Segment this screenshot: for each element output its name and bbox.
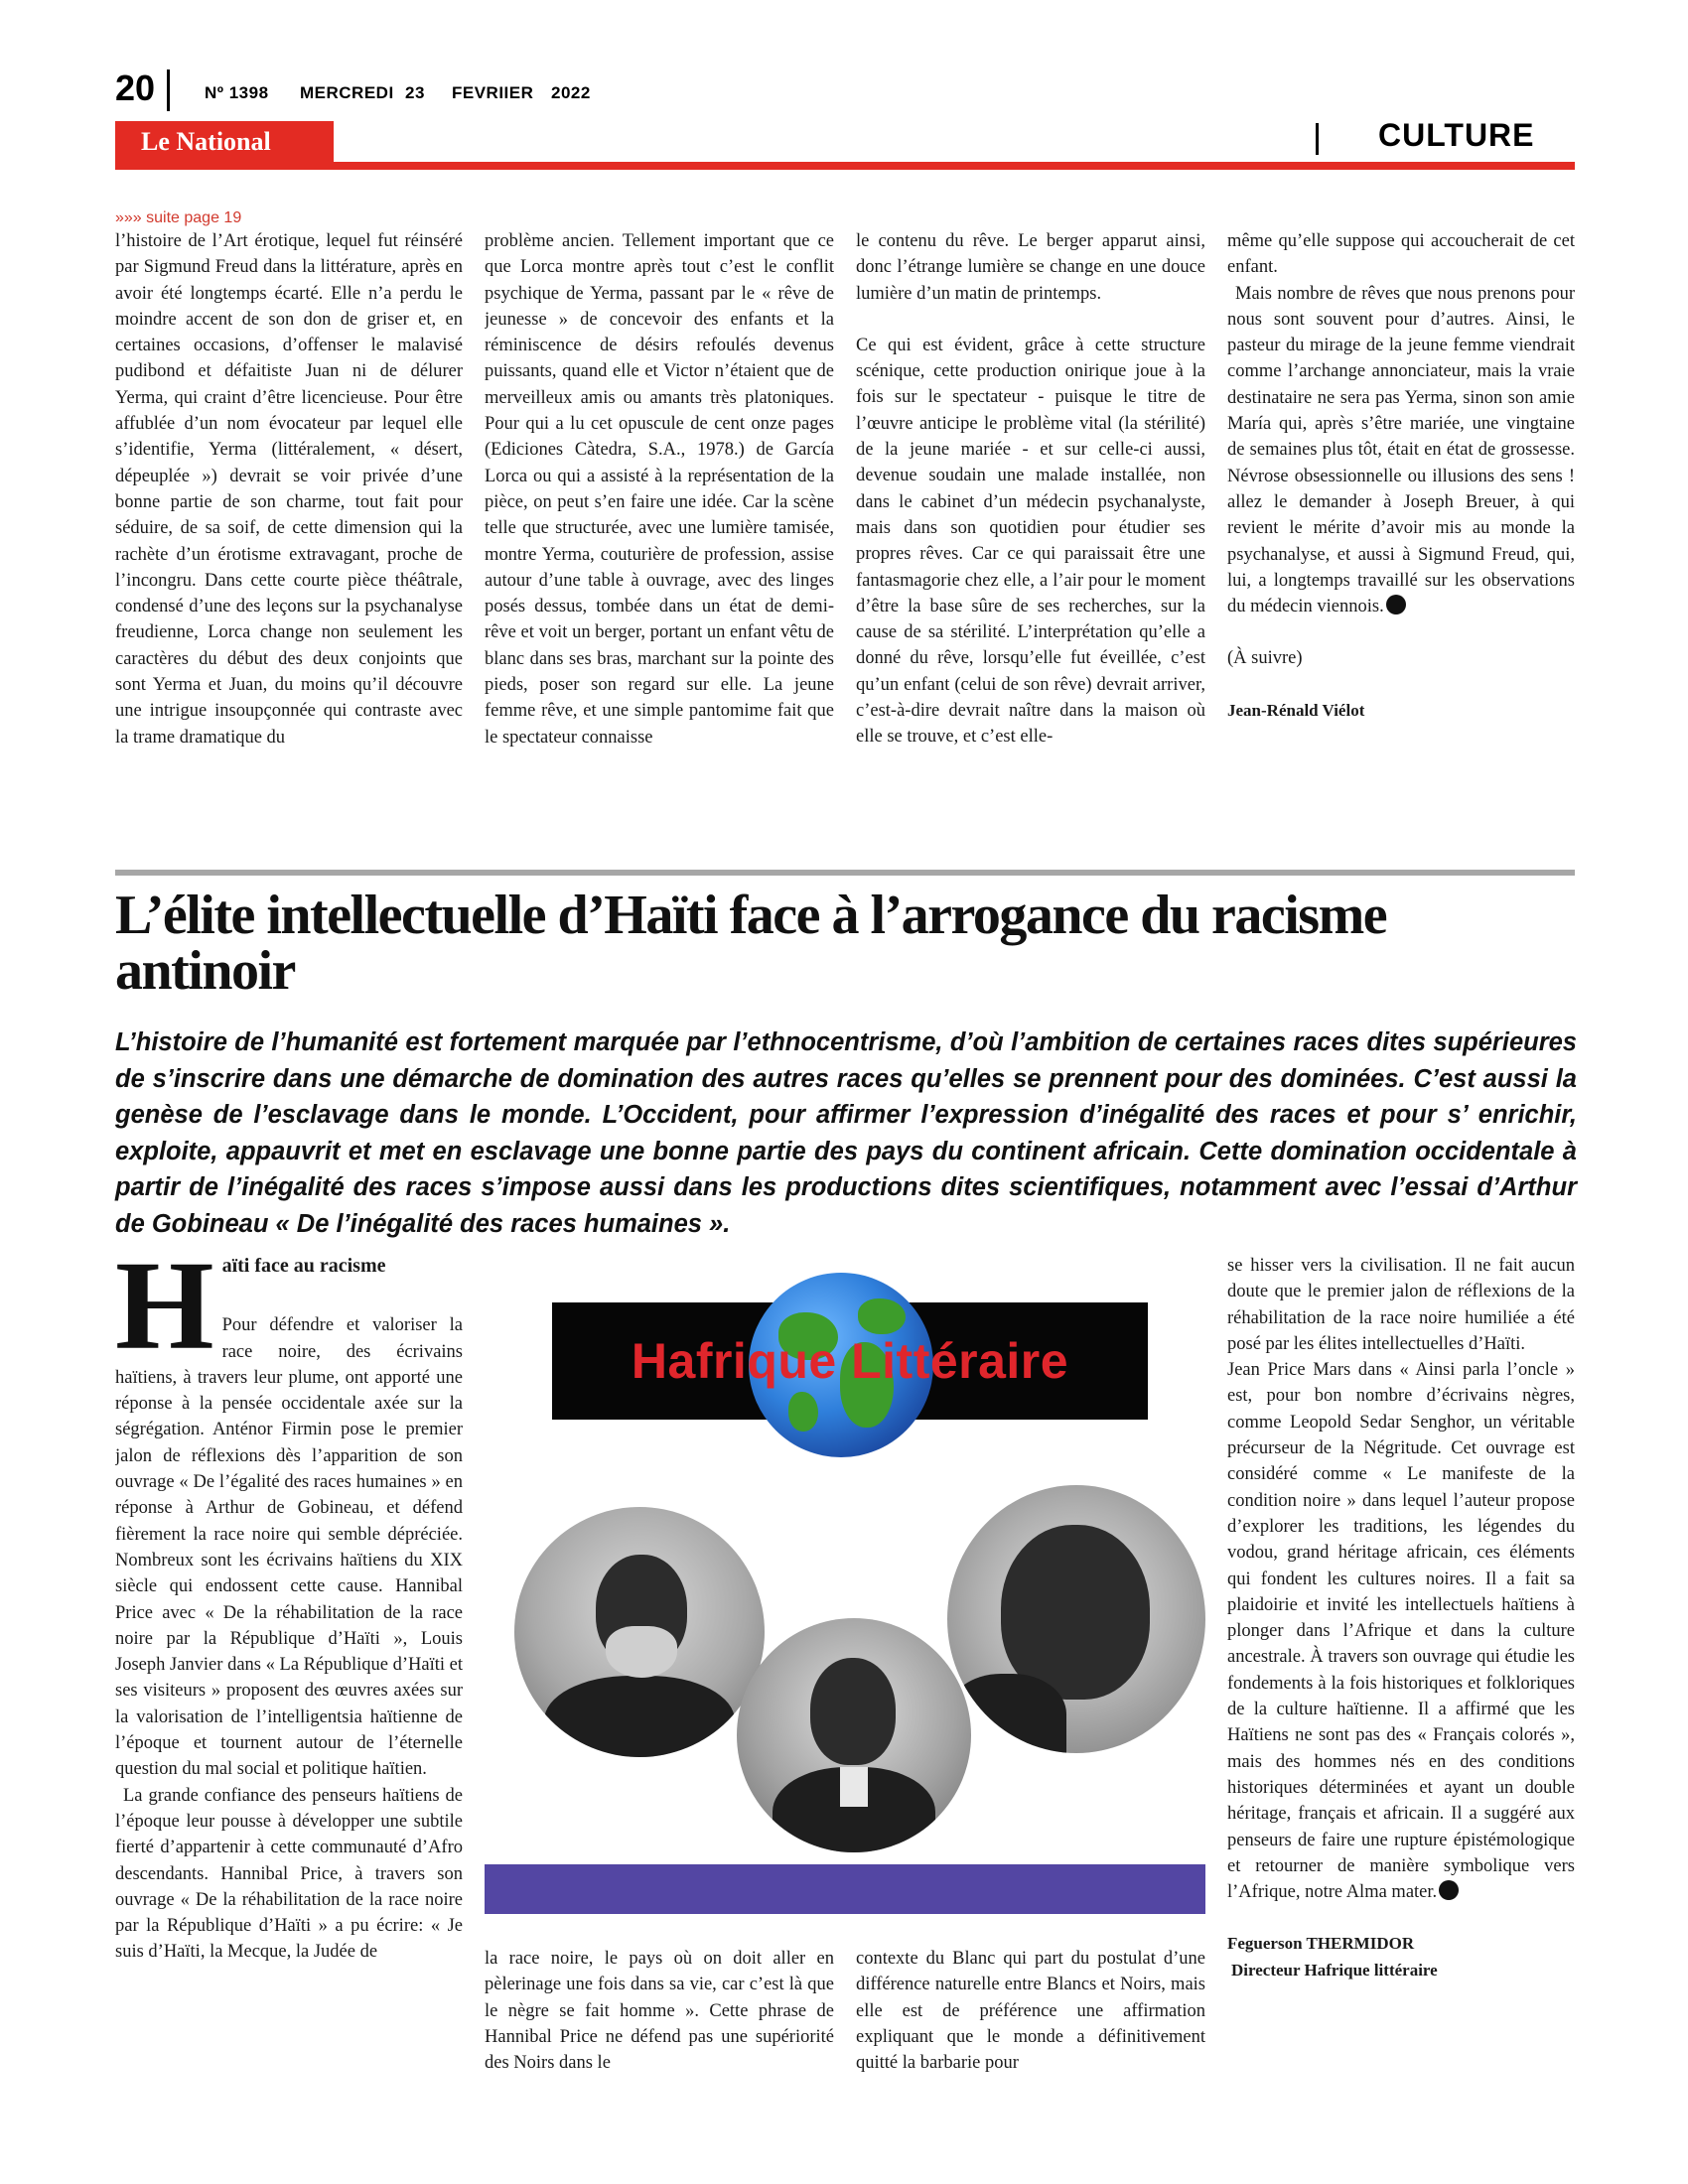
article-paragraph: se hisser vers la civilisation. Il ne fait aucun doute que le premier jalon de réflexions de la réhabilitation de la race noire humiliée a été posé par les élites intellectuelles d’Haïti.	[1227, 1256, 1575, 1354]
article-subhead: aïti face au racisme	[221, 1255, 386, 1277]
issue-number: Nº 1398	[205, 83, 269, 102]
continued-paragraph: l’histoire de l’Art érotique, lequel fut réinséré par Sigmund Freud dans la littérature, après en avoir été longtemps écarté. Elle n’a perdu le moindre accent de son don de griser et, en certaines occasions, d’offenser le malavisé pudibond et défaitiste Juan ni de délurer Yerma, qui craint d’être licencieuse. Pour être affublée d’un nom évocateur par lequel elle s’identifie, Yerma (littéralement, « désert, dépeuplée ») devrait se voir privée d’une bonne partie de son charme, tout fait pour séduire, de sa soif, de cette dimension qui la rachète d’un érotisme extravagant, proche de l’incongru. Dans cette courte pièce théâtrale, condensé d’une des leçons sur la psychanalyse freudienne, Lorca change non seulement les caractères du début des deux conjoints que sont Yerma et Juan, du moins qu’il découvre une intrigue insoupçonnée qui contraste avec la trame dramatique du	[115, 231, 463, 748]
continued-column-1	[115, 228, 463, 836]
article-paragraph: La grande confiance des penseurs haïtiens de l’époque leur pousse à développer une subtile fierté d’appartenir à cette communauté d’Afro descendants. Hannibal Price, à travers son ouvrage « De la réhabilitation de la race noire par la République d’Haïti » a pu écrire: « Je suis d’Haïti, la Mecque, la Judée de	[115, 1785, 463, 1963]
continued-paragraph: le contenu du rêve. Le berger apparut ainsi, donc l’étrange lumière se change en une douce lumière d’un matin de printemps.	[856, 231, 1205, 304]
continued-paragraph: même qu’elle suppose qui accoucherait de cet enfant.	[1227, 231, 1575, 278]
to-be-continued-note: (À suivre)	[1227, 648, 1303, 669]
end-of-article-icon	[1386, 595, 1406, 614]
issue-year: 2022	[551, 83, 591, 102]
article-paragraph: la race noire, le pays où on doit aller en pèlerinage une fois dans sa vie, car c’est là que le nègre se fait homme ». Cette phrase de Hannibal Price ne défend pas une supériorité des Noirs dans le	[485, 1949, 834, 2074]
article-headline: L’élite intellectuelle d’Haïti face à l’arrogance du racisme antinoir	[115, 885, 1387, 1002]
article-paragraph: contexte du Blanc qui part du postulat d’une différence naturelle entre Blancs et Noirs, mais elle est de préférence une affirmation expliquant que le monde a définitivement quitté la barbarie pour	[856, 1949, 1205, 2074]
article-column-3	[856, 1946, 1205, 2107]
continued-column-2	[485, 228, 834, 836]
issue-month: FEVRIIER	[452, 83, 534, 102]
article-illustration	[485, 1253, 1205, 1938]
end-of-article-icon	[1439, 1880, 1459, 1900]
portrait-left	[514, 1507, 765, 1757]
section-name: CULTURE	[1378, 117, 1535, 153]
page-number: 20	[115, 68, 156, 108]
article-author-title: Directeur Hafrique littéraire	[1231, 1960, 1438, 1979]
article-author: Feguerson THERMIDOR	[1227, 1934, 1415, 1954]
article-paragraph: Jean Price Mars dans « Ainsi parla l’oncle » est, pour bon nombre d’écrivains nègres, comme Leopold Sedar Senghor, un véritable précurseur de la Négritude. Cet ouvrage est considéré comme « Le manifeste de la condition noire » dans lequel l’auteur propose d’explorer les traditions, les légendes du vodou, grand héritage africain, ces éléments qui fondent les cultures noires. Il a fait sa plaidoirie et invité les intellectuels haïtiens à plonger dans l’Afrique et dans la culture ancestrale. À travers son ouvrage qui étudie les fondements à la fois historiques et folkloriques de la culture haïtienne. Il a affirmé que les Haïtiens ne sont pas des « Français colorés », mais des hommes nés en des conditions historiques déterminées et ayant un double héritage, français et africain. Il a suggéré aux penseurs de faire une rupture épistémologique et retourner de manière symbolique vers l’Afrique, notre Alma mater.	[1227, 1360, 1575, 1903]
article-paragraph: Pour défendre et valoriser la race noire, des écrivains haïtiens, à travers leur plume, ont apporté une réponse à la pensée occidentale axée sur la ségrégation. Anténor Firmin pose le premier jalon de réflexions dès l’apparition de son ouvrage « De l’égalité des races humaines » en réponse à Arthur de Gobineau, et défend fièrement la race noire qui semble dépréciée. Nombreux sont les écrivains haïtiens du XIX siècle qui endossent cette cause. Hannibal Price avec « De la réhabilitation de la race noire par la République d’Haïti », Louis Joseph Janvier dans « La République d’Haïti et ses visiteurs » proposent des œuvres axées sur la valorisation de l’intelligentsia haïtienne de l’époque et tournent autour de l’éternelle question du mal social et politique haïtien.	[115, 1315, 463, 1780]
continued-paragraph: problème ancien. Tellement important que ce que Lorca montre après tout c’est le conflit psychique de Yerma, passant par le « rêve de jeunesse » de concevoir des enfants et la réminiscence de désirs refoulés devenus puissants, quand elle et Victor n’étaient que de merveilleux amis ou amants très platoniques. Pour qui a lu cet opuscule de cent onze pages (Ediciones Càtedra, S.A., 1978.) de García Lorca ou qui a assisté à la représentation de la pièce, on peut s’en faire une idée. Car la scène telle que structurée, avec une lumière tamisée, montre Yerma, couturière de profession, assise autour d’une table à ouvrage, avec des linges posés dessus, tombée dans un état de demi-rêve et voit un berger, portant un enfant vêtu de blanc dans ses bras, marchant sur la pointe des pieds, poser son regard sur elle. La jeune femme rêve, et une simple pantomime fait que le spectateur connaisse	[485, 231, 834, 748]
continued-from-label: »»» suite page 19	[115, 209, 242, 226]
article-column-4	[1227, 1253, 1575, 2146]
drop-cap: H	[115, 1253, 214, 1376]
section-divider	[1316, 123, 1319, 155]
issue-weekday: MERCREDI	[300, 83, 394, 102]
illustration-band	[485, 1864, 1205, 1914]
continued-paragraph: Mais nombre de rêves que nous prenons pour nous sont souvent pour d’autres. Ainsi, le pasteur du mirage de la jeune femme viendrait comme l’archange annonciateur, mais la vraie destinataire ne sera pas Yerma, sinon son amie María qui, après s’être mariée, une vingtaine de semaines plus tôt, était en état de grossesse. Névrose obsessionnelle ou illusions des sens ! allez le demander à Joseph Breuer, à qui revient le mérite d’avoir mis au monde la psychanalyse, et aussi à Sigmund Freud, qui, lui, a longtemps travaillé sur les observations du médecin viennois.	[1227, 283, 1575, 617]
issue-day: 23	[405, 83, 425, 102]
article-lede: L’histoire de l’humanité est fortement marquée par l’ethnocentrisme, d’où l’ambition de certaines races dites supérieures de s’inscrire dans une démarche de domination des autres races qu’elles se prennent pour des dominées. C’est aussi la genèse de l’esclavage dans le monde. L’Occident, pour affirmer l’expression d’inégalité des races et pour s’ enrichir, exploite, appauvrit et met en esclavage une bonne partie des pays du continent africain. Cette domination occidentale à partir de l’inégalité des races s’impose aussi dans les productions dites scientifiques, notamment avec l’essai d’Arthur de Gobineau « De l’inégalité des races humaines ».	[115, 1028, 1577, 1238]
continued-column-4	[1227, 228, 1575, 836]
article-separator	[115, 870, 1575, 876]
banner-logo-text: Hafrique Littéraire	[631, 1333, 1069, 1389]
portrait-center	[737, 1618, 971, 1852]
article-column-1	[115, 1253, 463, 2107]
header-divider	[167, 69, 170, 111]
article-column-2	[485, 1946, 834, 2107]
continued-author: Jean-Rénald Viélot	[1227, 700, 1365, 720]
portrait-right	[947, 1485, 1205, 1753]
newspaper-brand: Le National	[141, 127, 271, 156]
header-red-rule	[115, 162, 1575, 170]
continued-paragraph: Ce qui est évident, grâce à cette structure scénique, cette production onirique joue à la fois sur le spectateur - puisque le titre de l’œuvre anticipe le problème vital (la stérilité) de la jeune mariée - et sur celle-ci aussi, devenue soudain une malade installée, non dans le cabinet d’un médecin psychanalyste, mais dans son quotidien pour étudier ses propres rêves. Car ce qui paraissait être une fantasmagorie chez elle, a l’air pour le moment d’être la base sûre de ses recherches, sur la cause de sa stérilité. L’interprétation qu’elle a donné du rêve, lorsqu’elle fut éveillée, c’est qu’un enfant (celui de son rêve) devrait arriver, c’est-à-dire devrait naître dans la maison où elle se trouve, et c’est elle-	[856, 335, 1205, 748]
continued-column-3	[856, 228, 1205, 836]
